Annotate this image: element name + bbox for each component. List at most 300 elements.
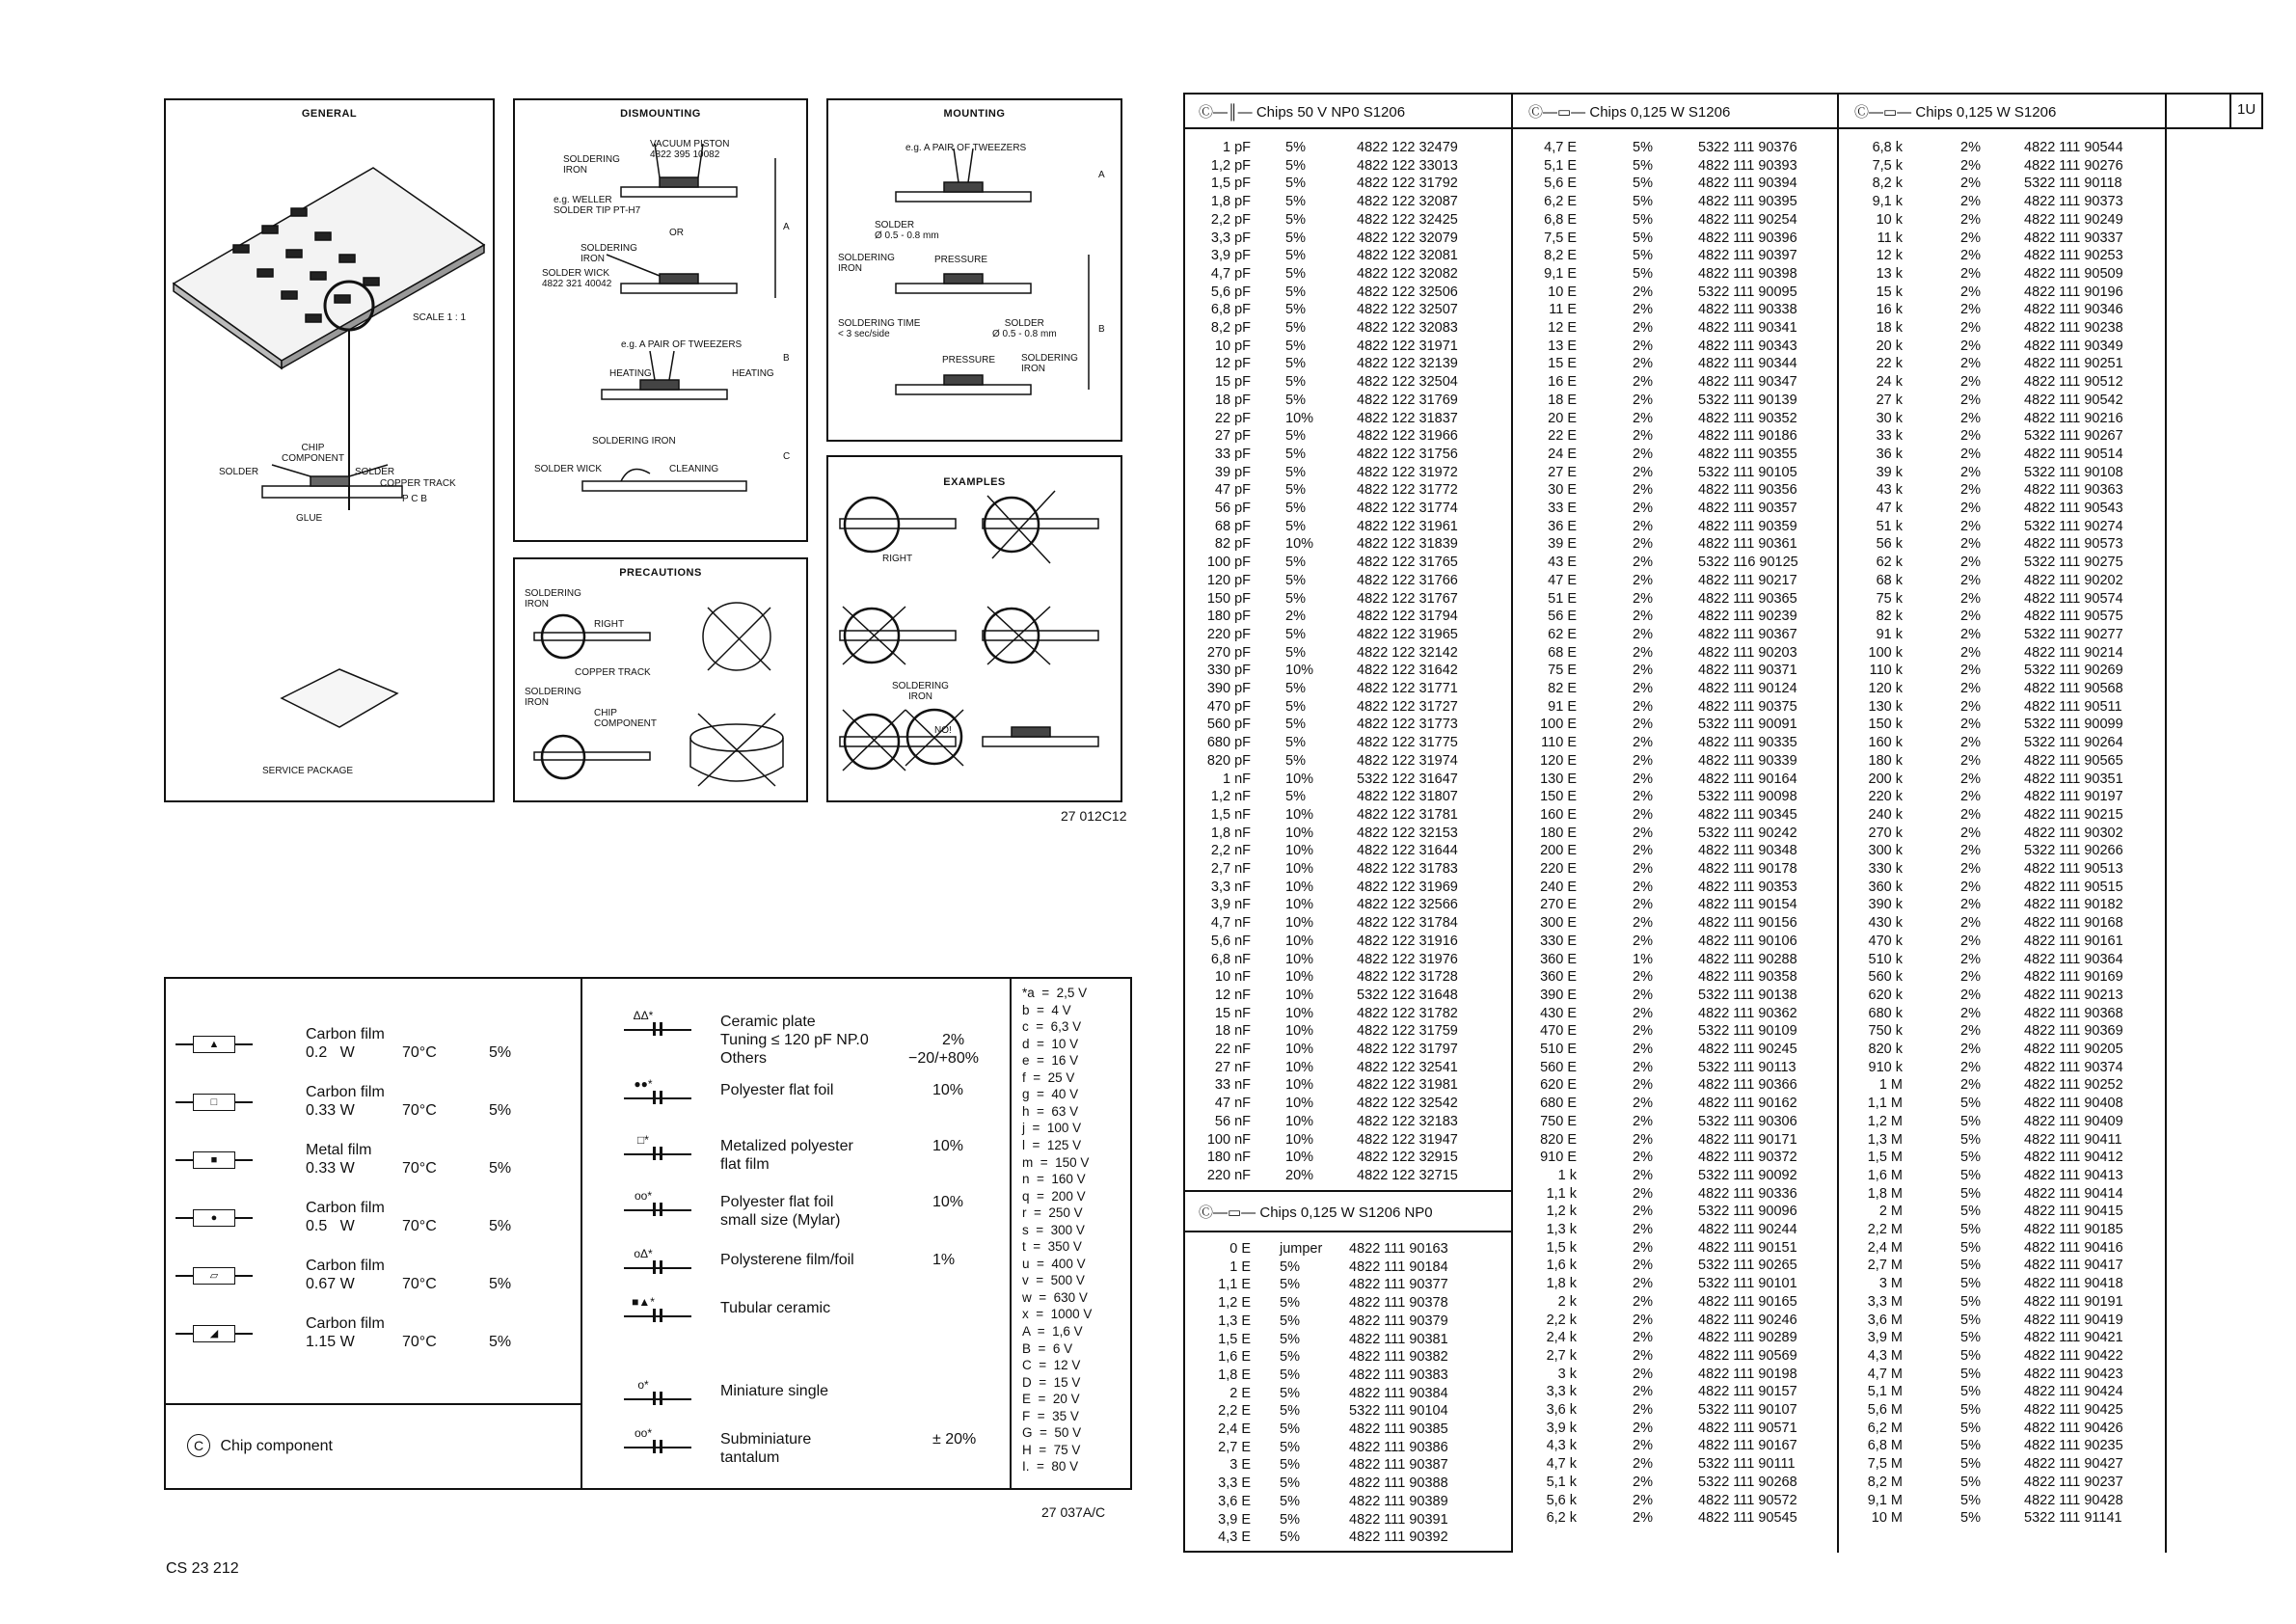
part-number-cell: 4822 111 90384 [1349, 1385, 1448, 1401]
tolerance-cell: 2% [1633, 735, 1653, 751]
value-cell: 120 pF [1206, 572, 1251, 588]
capacitor-name: Polyester flat foil [720, 1194, 834, 1210]
part-number-cell: 4822 111 90237 [2024, 1474, 2123, 1490]
resistor-name: Carbon film [306, 1315, 385, 1332]
pressure-label: PRESSURE [934, 255, 988, 265]
voltage-code: e = 16 V [1022, 1053, 1079, 1069]
part-number-cell: 4822 111 90191 [2024, 1293, 2123, 1310]
value-cell: 6,2 M [1867, 1420, 1903, 1436]
part-number-cell: 4822 111 90393 [1698, 157, 1797, 174]
part-number-cell: 4822 111 90343 [1698, 338, 1797, 354]
value-cell: 9,1 k [1872, 194, 1903, 210]
part-number-cell: 4822 111 90156 [1698, 915, 1797, 932]
tolerance-cell: 5% [1960, 1366, 1981, 1382]
part-number-cell: 4822 111 90397 [1698, 248, 1797, 264]
part-number-cell: 5322 111 90096 [1698, 1204, 1797, 1220]
value-cell: 20 k [1876, 338, 1903, 354]
tolerance-cell: 2% [1960, 969, 1981, 986]
tolerance-cell: 5% [1280, 1475, 1300, 1492]
value-cell: 18 pF [1214, 392, 1251, 408]
part-number-cell: 4822 111 90511 [2024, 698, 2122, 715]
tolerance-cell: 2% [1633, 897, 1653, 913]
value-cell: 560 pF [1206, 717, 1251, 733]
value-cell: 15 nF [1214, 1005, 1251, 1021]
tolerance-cell: 2% [1633, 806, 1653, 823]
value-cell: 750 k [1868, 1023, 1903, 1040]
tolerance-cell: 2% [1960, 211, 1981, 228]
part-number-cell: 4822 111 90427 [2024, 1456, 2123, 1473]
tolerance-cell: 5% [1285, 230, 1306, 246]
part-number-cell: 5322 111 90101 [1698, 1276, 1797, 1292]
table-header-resistors-np0: Ⓒ—▭— Chips 0,125 W S1206 NP0 [1199, 1204, 1433, 1221]
value-cell: 270 E [1540, 897, 1577, 913]
part-number-cell: 4822 111 90178 [1698, 861, 1797, 877]
part-number-cell: 5322 111 91141 [2024, 1510, 2122, 1527]
value-cell: 8,2 pF [1210, 320, 1251, 336]
tolerance-cell: jumper [1280, 1241, 1323, 1257]
value-cell: 56 pF [1214, 501, 1251, 516]
value-cell: 1,3 M [1867, 1131, 1903, 1148]
part-number-cell: 4822 111 90379 [1349, 1313, 1448, 1329]
part-number-cell: 5322 111 90092 [1698, 1167, 1797, 1183]
value-cell: 1,2 k [1546, 1204, 1577, 1220]
value-cell: 27 nF [1214, 1059, 1251, 1075]
value-cell: 330 E [1540, 933, 1577, 949]
part-number-cell: 4822 122 32087 [1357, 194, 1458, 210]
value-cell: 1,8 M [1867, 1185, 1903, 1202]
value-cell: 22 k [1876, 356, 1903, 372]
value-cell: 22 nF [1214, 1042, 1251, 1057]
value-cell: 13 E [1548, 338, 1577, 354]
part-number-cell: 4822 111 90391 [1349, 1511, 1448, 1528]
value-cell: 2,4 M [1867, 1239, 1903, 1256]
part-number-cell: 4822 111 90213 [2024, 987, 2123, 1003]
value-cell: 270 pF [1206, 644, 1251, 661]
part-number-cell: 4822 111 90409 [2024, 1113, 2123, 1129]
right-label: RIGHT [594, 619, 625, 630]
value-cell: 620 k [1868, 987, 1903, 1003]
part-number-cell: 4822 122 31947 [1357, 1131, 1458, 1148]
tolerance-cell: 5% [1280, 1421, 1300, 1437]
value-cell: 470 E [1540, 1023, 1577, 1040]
value-cell: 56 nF [1214, 1113, 1251, 1129]
tolerance-cell: 10% [1285, 897, 1314, 913]
value-cell: 1,8 E [1218, 1367, 1251, 1383]
tolerance-cell: 5% [1285, 428, 1306, 445]
tolerance-cell: 2% [1633, 1023, 1653, 1040]
tolerance-cell: 2% [1960, 501, 1981, 516]
part-number-cell: 4822 122 32566 [1357, 897, 1458, 913]
part-number-cell: 4822 111 90368 [2024, 1005, 2123, 1021]
tolerance-cell: 2% [1633, 861, 1653, 877]
value-cell: 820 k [1868, 1042, 1903, 1057]
value-cell: 1,5 k [1546, 1239, 1577, 1256]
value-cell: 9,1 E [1544, 265, 1577, 282]
pcb-label: P C B [402, 494, 427, 504]
part-number-cell: 4822 111 90348 [1698, 843, 1797, 859]
part-number-cell: 4822 111 90344 [1698, 356, 1797, 372]
value-cell: 10 M [1871, 1510, 1903, 1527]
value-cell: 130 E [1540, 771, 1577, 787]
value-cell: 12 E [1548, 320, 1577, 336]
tolerance-cell: 2% [1633, 1258, 1653, 1274]
tolerance-cell: 2% [1960, 825, 1981, 841]
value-cell: 6,8 E [1544, 211, 1577, 228]
part-number-cell: 4822 111 90416 [2024, 1239, 2123, 1256]
panel-title: PRECAUTIONS [619, 567, 702, 579]
value-cell: 8,2 M [1867, 1474, 1903, 1490]
part-number-cell: 5322 111 90108 [2024, 464, 2123, 480]
value-cell: 1,2 M [1867, 1113, 1903, 1129]
voltage-code: g = 40 V [1022, 1087, 1079, 1102]
tolerance-cell: 10% [1285, 410, 1314, 426]
part-number-cell: 4822 111 90246 [1698, 1312, 1797, 1328]
copper-track-label: COPPER TRACK [380, 478, 456, 489]
part-number-cell: 4822 111 90168 [2024, 915, 2123, 932]
tolerance-cell: 2% [1633, 987, 1653, 1003]
part-number-cell: 5322 111 90267 [2024, 428, 2123, 445]
tolerance-cell: 5% [1285, 717, 1306, 733]
voltage-code: l = 125 V [1022, 1137, 1082, 1152]
tolerance-cell: 2% [1960, 933, 1981, 949]
part-number-cell: 4822 111 90154 [1698, 897, 1797, 913]
tolerance-cell: 5% [1960, 1492, 1981, 1508]
chip-symbol: C [187, 1434, 210, 1457]
value-cell: 36 E [1548, 518, 1577, 534]
voltage-code: B = 6 V [1022, 1340, 1073, 1356]
voltage-code: r = 250 V [1022, 1205, 1083, 1221]
part-number-cell: 4822 111 90335 [1698, 735, 1797, 751]
table-header-resistors: Ⓒ—▭— Chips 0,125 W S1206 [1854, 104, 2057, 121]
value-cell: 1,8 k [1546, 1276, 1577, 1292]
glue-label: GLUE [296, 513, 323, 524]
tolerance-cell: 2% [1633, 1204, 1653, 1220]
value-cell: 510 E [1540, 1042, 1577, 1057]
part-number-cell: 4822 111 90386 [1349, 1439, 1448, 1455]
tolerance-cell: 2% [1960, 789, 1981, 805]
tolerance-cell: 5% [1285, 248, 1306, 264]
voltage-code: m = 150 V [1022, 1154, 1090, 1170]
part-number-cell: 4822 122 31797 [1357, 1042, 1458, 1057]
tolerance-cell: 2% [1960, 392, 1981, 408]
value-cell: 75 E [1548, 663, 1577, 679]
tolerance-cell: 2% [1633, 1293, 1653, 1310]
value-cell: 82 pF [1214, 536, 1251, 553]
tolerance-cell: 10% [1285, 825, 1314, 841]
part-number-cell: 4822 122 31774 [1357, 501, 1458, 516]
part-number-cell: 4822 111 90216 [2024, 410, 2123, 426]
soldering-iron-label: SOLDERING IRON [838, 253, 895, 274]
tolerance-cell: 5% [1285, 644, 1306, 661]
value-cell: 2,2 pF [1210, 211, 1251, 228]
part-number-cell: 4822 122 31916 [1357, 933, 1458, 949]
tolerance-cell: 10% [1285, 879, 1314, 895]
tolerance-cell: 2% [1633, 1456, 1653, 1473]
tolerance-cell: 2% [1960, 284, 1981, 300]
part-number-cell: 4822 111 90351 [2024, 771, 2123, 787]
tolerance-cell: 2% [1633, 825, 1653, 841]
value-cell: 43 k [1876, 482, 1903, 499]
tolerance-cell: 5% [1960, 1185, 1981, 1202]
tolerance-cell: 5% [1960, 1293, 1981, 1310]
tolerance-cell: 2% [1960, 428, 1981, 445]
tolerance-cell: 2% [1960, 230, 1981, 246]
value-cell: 180 k [1868, 752, 1903, 769]
value-cell: 150 E [1540, 789, 1577, 805]
value-cell: 24 E [1548, 446, 1577, 462]
capacitor-name: Tubular ceramic [720, 1300, 831, 1316]
tolerance-cell: 5% [1285, 374, 1306, 391]
part-number-cell: 4822 111 90171 [1698, 1131, 1797, 1148]
tolerance-cell: 5% [1960, 1438, 1981, 1454]
part-number-cell: 4822 122 31837 [1357, 410, 1458, 426]
tolerance-cell: 2% [1633, 374, 1653, 391]
tolerance-cell: 10% [1285, 536, 1314, 553]
part-number-cell: 4822 111 90346 [2024, 302, 2123, 318]
value-cell: 200 E [1540, 843, 1577, 859]
value-cell: 33 pF [1214, 446, 1251, 462]
resistor-temp: 70°C [402, 1218, 437, 1234]
legend-code: 27 037A/C [1041, 1504, 1106, 1520]
part-number-cell: 4822 111 90347 [1698, 374, 1797, 391]
resistor-power: 0.67 W [306, 1276, 355, 1292]
value-cell: 240 k [1868, 806, 1903, 823]
tolerance-cell: 10% [1285, 1150, 1314, 1166]
value-cell: 1,5 M [1867, 1150, 1903, 1166]
value-cell: 1 pF [1222, 140, 1251, 155]
tolerance-cell: 2% [1633, 536, 1653, 553]
tolerance-cell: 2% [1960, 464, 1981, 480]
part-number-cell: 4822 111 90387 [1349, 1457, 1448, 1474]
capacitor-name: Miniature single [720, 1383, 829, 1399]
tolerance-cell: 5% [1633, 157, 1653, 174]
resistor-icon: Ⓒ—▭— [1528, 104, 1586, 121]
part-number-cell: 4822 122 31765 [1357, 555, 1458, 571]
part-number-cell: 5322 122 31648 [1357, 987, 1458, 1003]
value-cell: 2 k [1557, 1293, 1577, 1310]
part-number-cell: 4822 122 31767 [1357, 590, 1458, 607]
value-cell: 39 E [1548, 536, 1577, 553]
part-number-cell: 5322 111 90306 [1698, 1113, 1797, 1129]
part-number-cell: 4822 111 90151 [1698, 1239, 1797, 1256]
part-number-cell: 5322 111 90105 [1698, 464, 1797, 480]
part-number-cell: 4822 111 90363 [2024, 482, 2123, 499]
part-number-cell: 4822 122 31971 [1357, 338, 1458, 354]
resistor-temp: 70°C [402, 1276, 437, 1292]
tolerance-cell: 2% [1633, 482, 1653, 499]
solder-label: SOLDER Ø 0.5 - 0.8 mm [992, 318, 1057, 339]
part-number-cell: 4822 111 90383 [1349, 1367, 1448, 1383]
capacitor-detail: Others [720, 1050, 768, 1067]
part-number-cell: 5322 116 90125 [1698, 555, 1798, 571]
tolerance-cell: 5% [1960, 1276, 1981, 1292]
tolerance-cell: 10% [1285, 1113, 1314, 1129]
part-number-cell: 4822 111 90412 [2024, 1150, 2123, 1166]
tolerance-cell: 10% [1285, 806, 1314, 823]
part-number-cell: 5322 111 90265 [1698, 1258, 1797, 1274]
value-cell: 18 E [1548, 392, 1577, 408]
tolerance-cell: 2% [1633, 1131, 1653, 1148]
tolerance-cell: 2% [1633, 1330, 1653, 1346]
value-cell: 3,9 nF [1210, 897, 1251, 913]
tolerance-cell: 2% [1633, 1347, 1653, 1364]
value-cell: 110 k [1869, 663, 1903, 679]
value-cell: 22 pF [1214, 410, 1251, 426]
part-number-cell: 4822 111 90336 [1698, 1185, 1797, 1202]
part-number-cell: 4822 122 32542 [1357, 1096, 1458, 1112]
capacitor-name: Ceramic plate [720, 1014, 816, 1030]
value-cell: 390 k [1868, 897, 1903, 913]
soldering-time-label: SOLDERING TIME < 3 sec/side [838, 318, 921, 339]
part-number-cell: 4822 111 90414 [2024, 1185, 2123, 1202]
part-number-cell: 4822 111 90544 [2024, 140, 2123, 155]
tolerance-cell: 5% [1960, 1096, 1981, 1112]
part-number-cell: 4822 122 31807 [1357, 789, 1458, 805]
tolerance-cell: 5% [1280, 1529, 1300, 1546]
part-number-cell: 4822 111 90249 [2024, 211, 2123, 228]
tolerance-cell: 2% [1960, 482, 1981, 499]
value-cell: 15 E [1548, 356, 1577, 372]
voltage-code: H = 75 V [1022, 1442, 1081, 1457]
value-cell: 47 k [1876, 501, 1903, 516]
part-number-cell: 4822 122 31969 [1357, 879, 1458, 895]
part-number-cell: 4822 111 90358 [1698, 969, 1797, 986]
tolerance-cell: 2% [1633, 1185, 1653, 1202]
no-label: NO! [934, 725, 952, 736]
part-number-cell: 4822 111 90349 [2024, 338, 2123, 354]
value-cell: 160 E [1540, 806, 1577, 823]
part-number-cell: 4822 111 90408 [2024, 1096, 2123, 1112]
part-number-cell: 5322 111 90274 [2024, 518, 2123, 534]
tolerance-cell: 2% [1960, 140, 1981, 155]
tolerance-cell: 2% [1960, 1059, 1981, 1075]
soldering-iron-label: SOLDERING IRON [581, 243, 637, 264]
tolerance-cell: 5% [1285, 446, 1306, 462]
value-cell: 3,9 pF [1210, 248, 1251, 264]
tolerance-cell: 2% [1960, 320, 1981, 336]
solder-left-label: SOLDER [219, 467, 259, 477]
value-cell: 1,5 nF [1210, 806, 1251, 823]
part-number-cell: 4822 122 31772 [1357, 482, 1458, 499]
value-cell: 130 k [1868, 698, 1903, 715]
part-number-cell: 4822 111 90573 [2024, 536, 2123, 553]
voltage-code: c = 6,3 V [1022, 1019, 1082, 1035]
value-cell: 4,7 E [1544, 140, 1577, 155]
section-b-label: B [783, 353, 790, 364]
value-cell: 2,2 M [1867, 1222, 1903, 1237]
tolerance-cell: 5% [1280, 1259, 1300, 1275]
dismounting-drawing [515, 100, 810, 544]
tolerance-cell: 2% [1633, 626, 1653, 642]
capacitor-tolerance: 1% [932, 1252, 956, 1268]
part-number-cell: 4822 111 90396 [1698, 230, 1797, 246]
part-number-cell: 4822 111 90124 [1698, 681, 1797, 696]
part-number-cell: 4822 122 32504 [1357, 374, 1458, 391]
voltage-code: f = 25 V [1022, 1069, 1075, 1085]
value-cell: 680 pF [1206, 735, 1251, 751]
tolerance-cell: 2% [1633, 590, 1653, 607]
value-cell: 15 k [1876, 284, 1903, 300]
part-number-cell: 4822 111 90353 [1698, 879, 1797, 895]
value-cell: 10 k [1876, 211, 1903, 228]
part-number-cell: 4822 122 31642 [1357, 663, 1458, 679]
voltage-code: b = 4 V [1022, 1002, 1071, 1017]
resistor-icon: Ⓒ—▭— [1854, 104, 1912, 121]
tolerance-cell: 5% [1285, 482, 1306, 499]
part-number-cell: 5322 111 90111 [1698, 1456, 1796, 1473]
value-cell: 22 E [1548, 428, 1577, 445]
value-cell: 56 E [1548, 609, 1577, 625]
tolerance-cell: 10% [1285, 1077, 1314, 1094]
tolerance-cell: 5% [1285, 789, 1306, 805]
tolerance-cell: 2% [1633, 1077, 1653, 1094]
part-number-cell: 4822 111 90215 [2024, 806, 2123, 823]
value-cell: 470 k [1868, 933, 1903, 949]
capacitor-symbol-icon: oo* [624, 1426, 701, 1453]
value-cell: 10 E [1548, 284, 1577, 300]
value-cell: 910 k [1868, 1059, 1903, 1075]
voltage-code: A = 1,6 V [1022, 1324, 1083, 1339]
tolerance-cell: 2% [1960, 752, 1981, 769]
soldering-iron-label: SOLDERING IRON [1021, 353, 1078, 374]
part-number-cell: 4822 111 90377 [1349, 1277, 1448, 1293]
tolerance-cell: 2% [1633, 572, 1653, 588]
part-number-cell: 4822 122 32507 [1357, 302, 1458, 318]
panel-precautions [513, 557, 808, 802]
part-number-cell: 5322 111 90275 [2024, 555, 2123, 571]
resistor-symbol-icon: □ [176, 1093, 253, 1110]
tolerance-cell: 5% [1280, 1511, 1300, 1528]
panel-mounting [826, 98, 1122, 442]
tolerance-cell: 2% [1960, 806, 1981, 823]
part-number-cell: 4822 122 31839 [1357, 536, 1458, 553]
chip-component-label: CHIP COMPONENT [282, 443, 344, 464]
part-number-cell: 4822 111 90165 [1698, 1293, 1797, 1310]
voltage-code: j = 100 V [1022, 1121, 1082, 1136]
part-number-cell: 4822 111 90426 [2024, 1420, 2123, 1436]
value-cell: 680 E [1540, 1096, 1577, 1112]
value-cell: 1,6 M [1867, 1167, 1903, 1183]
capacitor-name: Subminiature [720, 1431, 812, 1448]
tolerance-cell: 2% [1633, 1438, 1653, 1454]
tolerance-cell: 5% [1280, 1295, 1300, 1312]
tolerance-cell: 5% [1960, 1239, 1981, 1256]
value-cell: 18 nF [1214, 1023, 1251, 1040]
tolerance-cell: 2% [1960, 951, 1981, 967]
part-number-cell: 4822 111 90185 [2024, 1222, 2123, 1237]
pressure-label: PRESSURE [942, 355, 996, 365]
capacitor-tolerance: ± 20% [932, 1431, 977, 1448]
value-cell: 120 k [1868, 681, 1903, 696]
value-cell: 6,8 nF [1210, 951, 1251, 967]
value-cell: 51 k [1876, 518, 1903, 534]
tolerance-cell: 2% [1960, 194, 1981, 210]
part-number-cell: 4822 122 31644 [1357, 843, 1458, 859]
value-cell: 15 pF [1214, 374, 1251, 391]
part-number-cell: 5322 111 90139 [1698, 392, 1797, 408]
value-cell: 160 k [1868, 735, 1903, 751]
value-cell: 2,2 nF [1210, 843, 1251, 859]
part-number-cell: 4822 111 90238 [2024, 320, 2123, 336]
value-cell: 1 M [1878, 1077, 1903, 1094]
soldering-iron-label: SOLDERING IRON [892, 681, 949, 702]
value-cell: 430 k [1868, 915, 1903, 932]
value-cell: 100 nF [1206, 1131, 1251, 1148]
value-cell: 1,1 k [1546, 1185, 1577, 1202]
part-number-cell: 4822 122 32183 [1357, 1113, 1458, 1129]
voltage-code: u = 400 V [1022, 1256, 1086, 1271]
part-number-cell: 5322 111 90095 [1698, 284, 1797, 300]
